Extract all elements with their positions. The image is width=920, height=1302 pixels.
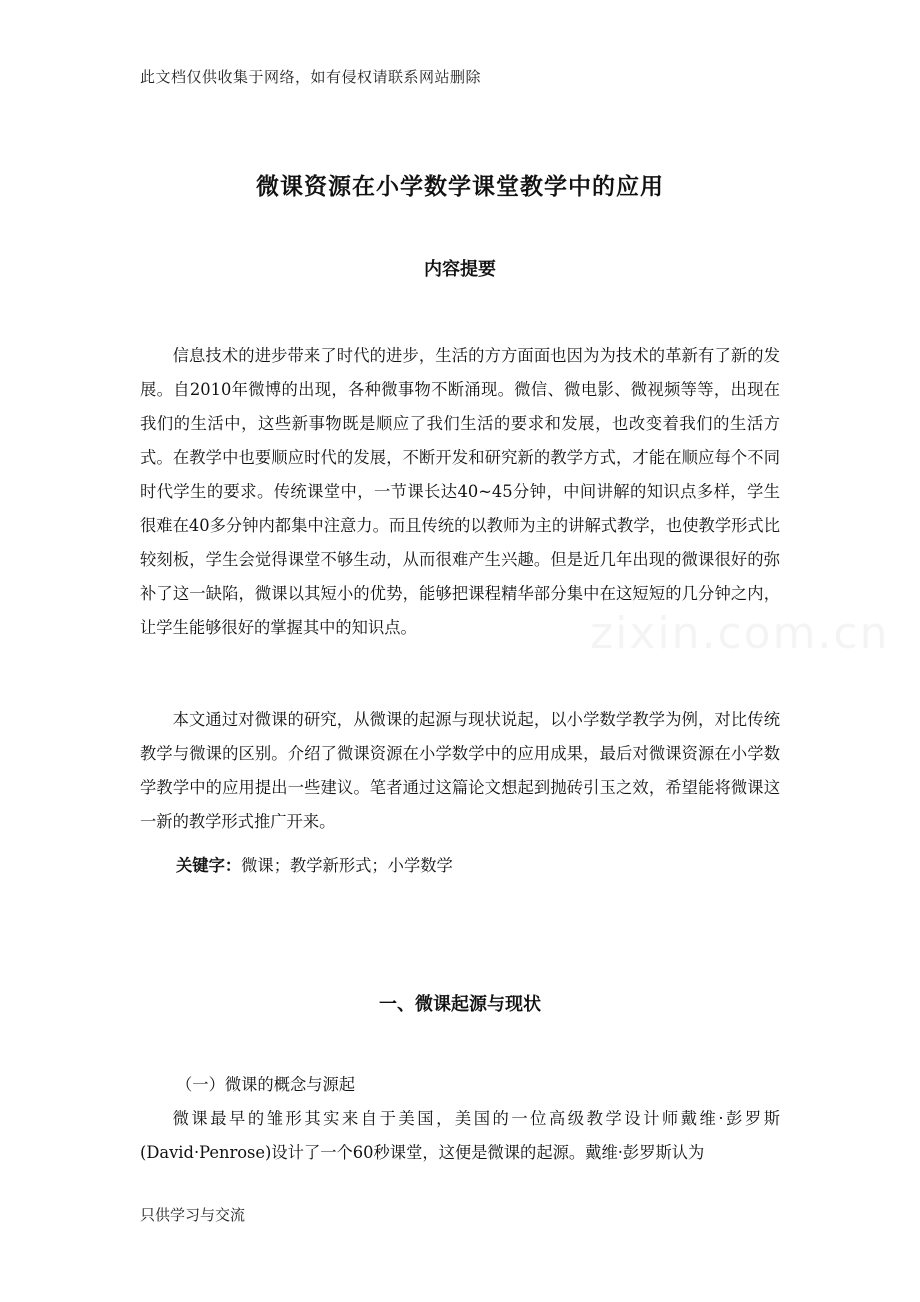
- header-disclaimer: 此文档仅供收集于网络，如有侵权请联系网站删除: [140, 68, 482, 86]
- keywords-label: 关键字：: [176, 856, 242, 875]
- abstract-paragraph-1: 信息技术的进步带来了时代的进步，生活的方方面面也因为为技术的革新有了新的发展。自2010年微博的出现，各种微事物不断涌现。微信、微电影、微视频等等，出现在我们的生活中，这些新事物既是顺应了我们生活的要求和发展，也改变着我们的生活方式。在教学中也要顺应时代的发展，不断开发和研究新的教学方式，才能在顺应每个不同时代学生的要求。传统课堂中，一节课长达40~45分钟，中间讲解的知识点多样，学生很难在40多分钟内都集中注意力。而且传统的以教师为主的讲解式教学，也使教学形式比较刻板，学生会觉得课堂不够生动，从而很难产生兴趣。但是近几年出现的微课很好的弥补了这一缺陷，微课以其短小的优势，能够把课程精华部分集中在这短短的几分钟之内，让学生能够很好的掌握其中的知识点。: [140, 346, 780, 637]
- document-title: 微课资源在小学数学课堂教学中的应用: [256, 174, 664, 200]
- abstract-heading: 内容提要: [424, 259, 496, 280]
- keywords-line: [176, 849, 453, 883]
- footer-note: 只供学习与交流: [140, 1206, 246, 1224]
- subsection-heading: （一）微课的概念与源起: [176, 1075, 356, 1094]
- keywords-value: 微课；教学新形式；小学数学: [241, 856, 453, 875]
- section-heading: 一、微课起源与现状: [379, 994, 541, 1015]
- section-paragraph: 微课最早的雏形其实来自于美国，美国的一位高级教学设计师戴维·彭罗斯(David·Penrose)设计了一个60秒课堂，这便是微课的起源。戴维·彭罗斯认为: [140, 1109, 780, 1162]
- abstract-paragraph-2: 本文通过对微课的研究，从微课的起源与现状说起，以小学数学教学为例，对比传统教学与微课的区别。介绍了微课资源在小学数学中的应用成果，最后对微课资源在小学数学教学中的应用提出一些建议。笔者通过这篇论文想起到抛砖引玉之效，希望能将微课这一新的教学形式推广开来。: [140, 710, 780, 831]
